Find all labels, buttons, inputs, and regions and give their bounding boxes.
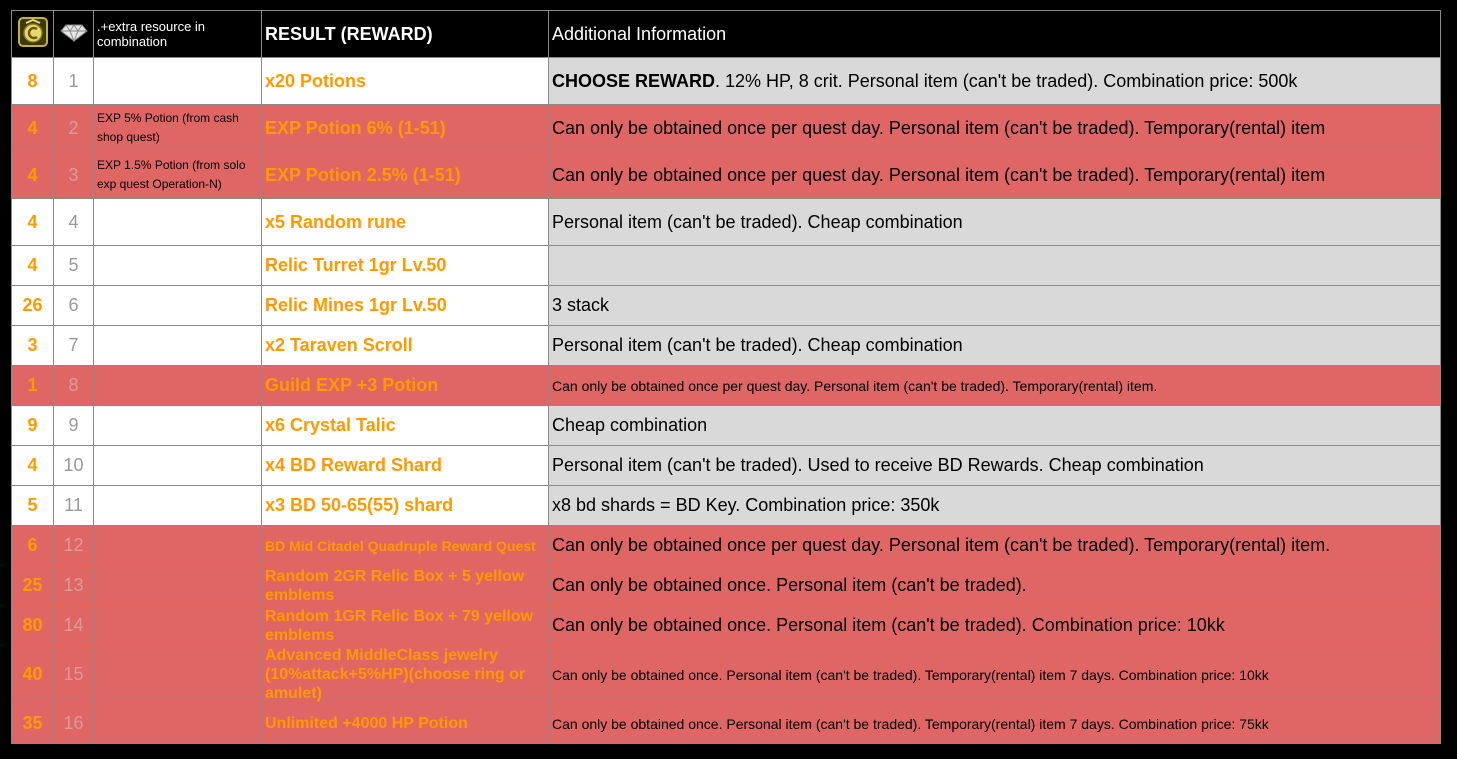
- cost-cell: 1: [12, 366, 54, 406]
- reward-cell: Random 1GR Relic Box + 79 yellow emblems: [262, 606, 549, 646]
- info-cell: Personal item (can't be traded). Cheap combination: [549, 326, 1441, 366]
- number-cell: 7: [54, 326, 94, 366]
- reward-cell: Random 2GR Relic Box + 5 yellow emblems: [262, 566, 549, 606]
- number-cell: 16: [54, 704, 94, 744]
- reward-cell: BD Mid Citadel Quadruple Reward Quest: [262, 526, 549, 566]
- number-cell: 8: [54, 366, 94, 406]
- info-cell: [549, 58, 1441, 105]
- reward-cell: EXP Potion 6% (1-51): [262, 105, 549, 152]
- info-cell: [549, 246, 1441, 286]
- extra-resource-cell: [94, 366, 262, 406]
- reward-cell: x5 Random rune: [262, 199, 549, 246]
- cost-cell: 80: [12, 606, 54, 646]
- extra-resource-cell: [94, 704, 262, 744]
- extra-resource-cell: [94, 446, 262, 486]
- info-cell: Personal item (can't be traded). Cheap combination: [549, 199, 1441, 246]
- reward-cell: Advanced MiddleClass jewelry (10%attack+5%HP)(choose ring or amulet): [262, 646, 549, 704]
- extra-resource-cell: [94, 199, 262, 246]
- reward-cell: Guild EXP +3 Potion: [262, 366, 549, 406]
- number-cell: 14: [54, 606, 94, 646]
- info-cell: Can only be obtained once per quest day. Personal item (can't be traded). Temporary(rental) item.: [549, 366, 1441, 406]
- extra-resource-cell: [94, 406, 262, 446]
- extra-resource-cell: [94, 486, 262, 526]
- number-cell: 5: [54, 246, 94, 286]
- extra-resource-cell: [94, 58, 262, 105]
- number-cell: 11: [54, 486, 94, 526]
- cost-cell: 35: [12, 704, 54, 744]
- table-row: [12, 366, 1441, 406]
- number-cell: 3: [54, 152, 94, 199]
- info-cell: Can only be obtained once. Personal item (can't be traded). Temporary(rental) item 7 days. Combination price: 10kk: [549, 646, 1441, 704]
- number-cell: 2: [54, 105, 94, 152]
- cost-cell: 5: [12, 486, 54, 526]
- table-row: [12, 152, 1441, 199]
- number-cell: 10: [54, 446, 94, 486]
- info-bold-text: CHOOSE REWARD: [552, 70, 716, 91]
- header-number-cell: [54, 11, 94, 58]
- extra-resource-cell: [94, 326, 262, 366]
- reward-cell: x2 Taraven Scroll: [262, 326, 549, 366]
- reward-cell: EXP Potion 2.5% (1-51): [262, 152, 549, 199]
- table-row: [12, 286, 1441, 326]
- table-row: [12, 246, 1441, 286]
- extra-resource-cell: [94, 646, 262, 704]
- table-row: [12, 446, 1441, 486]
- reward-cell: x20 Potions: [262, 58, 549, 105]
- cost-cell: 4: [12, 246, 54, 286]
- number-cell: 12: [54, 526, 94, 566]
- extra-resource-cell: [94, 566, 262, 606]
- cost-cell: 4: [12, 105, 54, 152]
- table-row: [12, 406, 1441, 446]
- info-cell: Can only be obtained once. Personal item (can't be traded).: [549, 566, 1441, 606]
- info-cell: Can only be obtained once. Personal item (can't be traded). Combination price: 10kk: [549, 606, 1441, 646]
- table-row: [12, 105, 1441, 152]
- reward-cell: x4 BD Reward Shard: [262, 446, 549, 486]
- cost-cell: 9: [12, 406, 54, 446]
- table-row: [12, 606, 1441, 646]
- cost-cell: 26: [12, 286, 54, 326]
- info-cell: Can only be obtained once per quest day. Personal item (can't be traded). Temporary(rental) item: [549, 152, 1441, 199]
- header-cost-cell: [12, 11, 54, 58]
- info-cell: 3 stack: [549, 286, 1441, 326]
- reward-cell: Unlimited +4000 HP Potion: [262, 704, 549, 744]
- cost-cell: 3: [12, 326, 54, 366]
- header-row: [12, 11, 1441, 58]
- reward-cell: x6 Crystal Talic: [262, 406, 549, 446]
- cost-cell: 4: [12, 199, 54, 246]
- info-cell: Can only be obtained once per quest day. Personal item (can't be traded). Temporary(rental) item.: [549, 526, 1441, 566]
- extra-resource-cell: [94, 246, 262, 286]
- reward-table: [11, 10, 1441, 744]
- header-result-reward: RESULT (REWARD): [262, 11, 549, 58]
- table-row: [12, 526, 1441, 566]
- table-row: [12, 199, 1441, 246]
- info-text: . 12% HP, 8 crit. Personal item (can't be traded). Combination price: 500k: [715, 70, 1298, 91]
- number-cell: 6: [54, 286, 94, 326]
- info-cell: Can only be obtained once. Personal item (can't be traded). Temporary(rental) item 7 days. Combination price: 75kk: [549, 704, 1441, 744]
- number-cell: 13: [54, 566, 94, 606]
- extra-resource-cell: [94, 606, 262, 646]
- extra-resource-cell: [94, 286, 262, 326]
- extra-resource-cell: EXP 1.5% Potion (from solo exp quest Operation-N): [94, 152, 262, 199]
- cost-cell: 40: [12, 646, 54, 704]
- number-cell: 9: [54, 406, 94, 446]
- cost-cell: 4: [12, 446, 54, 486]
- reward-cell: Relic Turret 1gr Lv.50: [262, 246, 549, 286]
- header-extra-resource: .+extra resource in combination: [94, 11, 262, 58]
- table-row: [12, 566, 1441, 606]
- info-cell: Personal item (can't be traded). Used to receive BD Rewards. Cheap combination: [549, 446, 1441, 486]
- table-row: [12, 58, 1441, 105]
- extra-resource-cell: EXP 5% Potion (from cash shop quest): [94, 105, 262, 152]
- table-row: [12, 326, 1441, 366]
- header-additional-info: Additional Information: [549, 11, 1441, 58]
- info-cell: x8 bd shards = BD Key. Combination price: 350k: [549, 486, 1441, 526]
- info-cell: Can only be obtained once per quest day. Personal item (can't be traded). Temporary(rental) item: [549, 105, 1441, 152]
- info-cell: Cheap combination: [549, 406, 1441, 446]
- reward-cell: Relic Mines 1gr Lv.50: [262, 286, 549, 326]
- table-row: [12, 486, 1441, 526]
- number-cell: 1: [54, 58, 94, 105]
- diamond-icon: [60, 21, 88, 43]
- gold-emblem-icon: [17, 16, 49, 48]
- cost-cell: 8: [12, 58, 54, 105]
- cost-cell: 4: [12, 152, 54, 199]
- extra-resource-cell: [94, 526, 262, 566]
- number-cell: 15: [54, 646, 94, 704]
- table-row: [12, 704, 1441, 744]
- cost-cell: 25: [12, 566, 54, 606]
- reward-cell: x3 BD 50-65(55) shard: [262, 486, 549, 526]
- cost-cell: 6: [12, 526, 54, 566]
- table-row: [12, 646, 1441, 704]
- number-cell: 4: [54, 199, 94, 246]
